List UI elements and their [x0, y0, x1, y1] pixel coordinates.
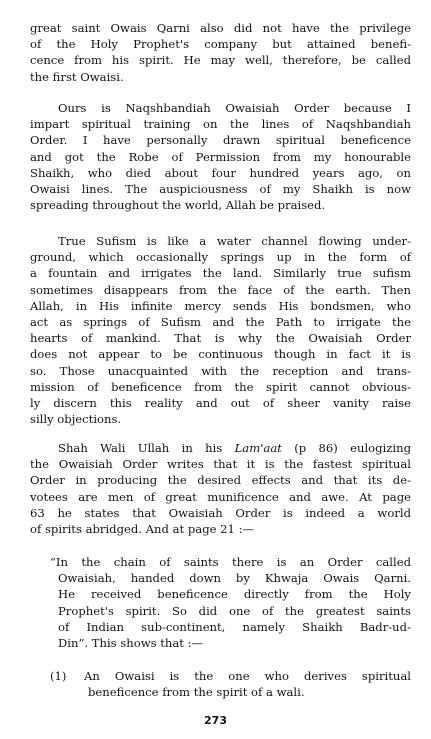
quote-line: Prophet's spirit. So did one of the greatest saints	[58, 603, 411, 618]
text-line: spreading throughout the world, Allah be praised.	[30, 198, 326, 213]
text-line: cence from his spirit. He may well, therefore, be called	[30, 53, 411, 68]
text-line: silly objections.	[30, 412, 122, 427]
text-line: ly discern this reality and out of sheer vanity raise	[30, 396, 411, 411]
text-line: Allah, in His infinite mercy sends His bondsmen, who	[30, 298, 411, 313]
text-line: ground, which occasionally springs up in the form of	[30, 250, 411, 265]
paragraph-naqshbandiah-order	[30, 100, 411, 213]
text-line: Order. I have personally drawn spiritual beneficence	[30, 133, 411, 148]
text-segment: Shah Wali Ullah in his	[58, 441, 223, 455]
paragraph-owais-qarni	[30, 20, 411, 85]
text-line: hearts of mankind. That is why the Owaisiah Order	[30, 331, 411, 346]
book-title: Lam'aat	[234, 441, 282, 455]
text-line: votees are men of great munificence and awe. At page	[30, 489, 411, 504]
text-line: so. Those unacquainted with the reception and trans-	[30, 363, 411, 378]
text-line: of spirits abridged. And at page 21 :—	[30, 522, 255, 537]
list-item-line: beneficence from the spirit of a wali.	[88, 685, 305, 700]
paragraph-shah-wali-ullah	[30, 440, 411, 537]
quote-line: He received beneficence directly from the Holy	[58, 587, 411, 602]
quote-line: Owaisiah, handed down by Khwaja Owais Qarni.	[58, 571, 411, 586]
block-quote	[50, 554, 411, 651]
text-line: does not appear to be continuous though in fact it is	[30, 347, 411, 362]
quote-line: Din”. This shows that :—	[58, 636, 204, 651]
text-line	[30, 440, 411, 456]
text-line: sometimes disappears from the face of the earth. Then	[30, 282, 411, 297]
text-line: great saint Owais Qarni also did not have the privilege	[30, 21, 411, 35]
list-item	[50, 668, 411, 700]
text-line: the Owaisiah Order writes that it is the fastest spiritual	[30, 457, 411, 472]
text-line: Order in producing the desired effects and that its de-	[30, 473, 411, 488]
paragraph-true-sufism	[30, 233, 411, 427]
text-line: and got the Robe of Permission from my honourable	[30, 149, 411, 164]
text-line: True Sufism is like a water channel flowing under-	[58, 234, 411, 248]
text-line: Owaisi lines. The auspiciousness of my Shaikh is now	[30, 182, 411, 197]
text-line: a fountain and irrigates the land. Similarly true sufism	[30, 266, 411, 281]
text-line: mission of beneficence from the spirit cannot obvious-	[30, 379, 411, 394]
list-item-line: An Owaisi is the one who derives spiritual	[84, 669, 411, 683]
text-line: of the Holy Prophet's company but attained benefi-	[30, 37, 411, 52]
text-line: 63 he states that Owaisiah Order is indeed a world	[30, 505, 411, 520]
text-line: Shaikh, who died about four hundred years ago, on	[30, 165, 411, 180]
text-line: act as springs of Sufism and the Path to irrigate the	[30, 315, 411, 330]
text-segment: (p 86) eulogizing	[294, 441, 411, 455]
quote-line: “In the chain of saints there is an Order called	[50, 555, 411, 569]
text-line: Ours is Naqshbandiah Owaisiah Order because I	[58, 101, 411, 115]
page-number: 273	[204, 714, 227, 727]
text-line: the first Owaisi.	[30, 69, 124, 84]
list-item-number: (1)	[50, 669, 67, 683]
text-line: impart spiritual training on the lines of Naqshbandiah	[30, 117, 411, 132]
quote-line: of Indian sub-continent, namely Shaikh Badr-ud-	[58, 619, 411, 634]
